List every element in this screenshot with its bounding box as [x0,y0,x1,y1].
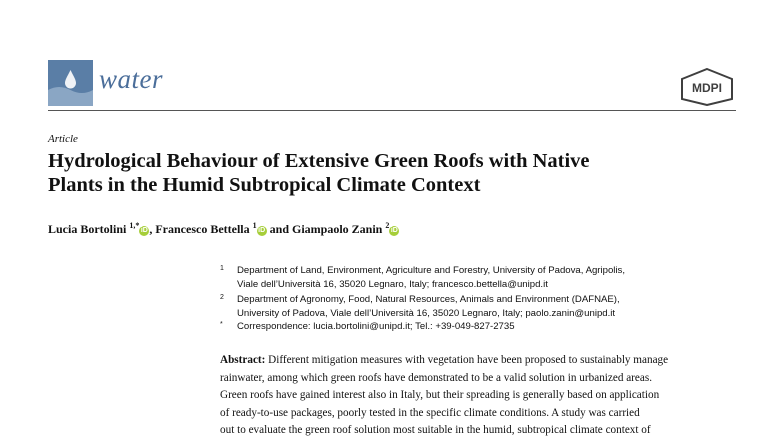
header-divider [48,110,736,111]
affiliation-number: 2 [220,294,224,301]
abstract [220,352,740,440]
title-line-1: Hydrological Behaviour of Extensive Green Roofs with Native [48,150,590,172]
orcid-icon[interactable]: iD [390,227,398,234]
affiliation-number: * [220,321,223,328]
author-affiliation-ref: 1 [252,221,257,230]
author-name[interactable]: Lucia Bortolini [48,222,127,236]
title-line-2: Plants in the Humid Subtropical Climate Context [48,174,481,196]
abstract-line: of ready-to-use packages, poorly tested in the specific climate conditions. A study was carried [220,406,640,419]
affiliation-line: University of Padova, Viale dell’Università 16, 35020 Legnaro, Italy; paolo.zanin@unipd.it [237,308,616,319]
abstract-line: Green roofs have gained interest also in Italy, but their spreading is generally based on application [220,389,660,401]
affiliation-line: Viale dell’Università 16, 35020 Legnaro, Italy; francesco.bettella@unipd.it [237,279,548,290]
author-name[interactable]: Francesco Bettella [155,222,250,236]
orcid-icon[interactable]: iD [140,227,148,234]
abstract-line [220,352,740,370]
abstract-line: rainwater, among which green roofs have demonstrated to be a valid solution in urbanized areas. [220,371,652,384]
author-affiliation-ref: 1,* [129,221,140,230]
author-separator: and [266,222,292,236]
abstract-line: out to evaluate the green roof solution most suitable in the humid, subtropical climate context of [220,424,651,436]
orcid-icon[interactable]: iD [258,227,266,234]
author-list [48,221,399,237]
page-title [48,149,748,197]
journal-header [48,58,736,110]
article-type: Article [48,133,78,145]
correspondence-line: Correspondence: lucia.bortolini@unipd.it; Tel.: +39-049-827-2735 [237,321,515,332]
abstract-label: Abstract: [220,354,266,366]
svg-text:MDPI: MDPI [692,81,722,95]
journal-name[interactable]: water [99,64,164,94]
author-affiliation-ref: 2 [385,221,390,230]
affiliation-line: Department of Land, Environment, Agriculture and Forestry, University of Padova, Agripolis, [237,265,626,276]
affiliation-line: Department of Agronomy, Food, Natural Resources, Animals and Environment (DAFNAE), [237,294,620,305]
affiliation-number: 1 [220,265,224,272]
abstract-text: Different mitigation measures with vegetation have been proposed to sustainably manage [265,354,669,366]
author-name[interactable]: Giampaolo Zanin [292,222,383,236]
author-separator: , [149,222,156,236]
mdpi-logo[interactable] [680,68,734,106]
water-drop-icon [48,60,93,106]
